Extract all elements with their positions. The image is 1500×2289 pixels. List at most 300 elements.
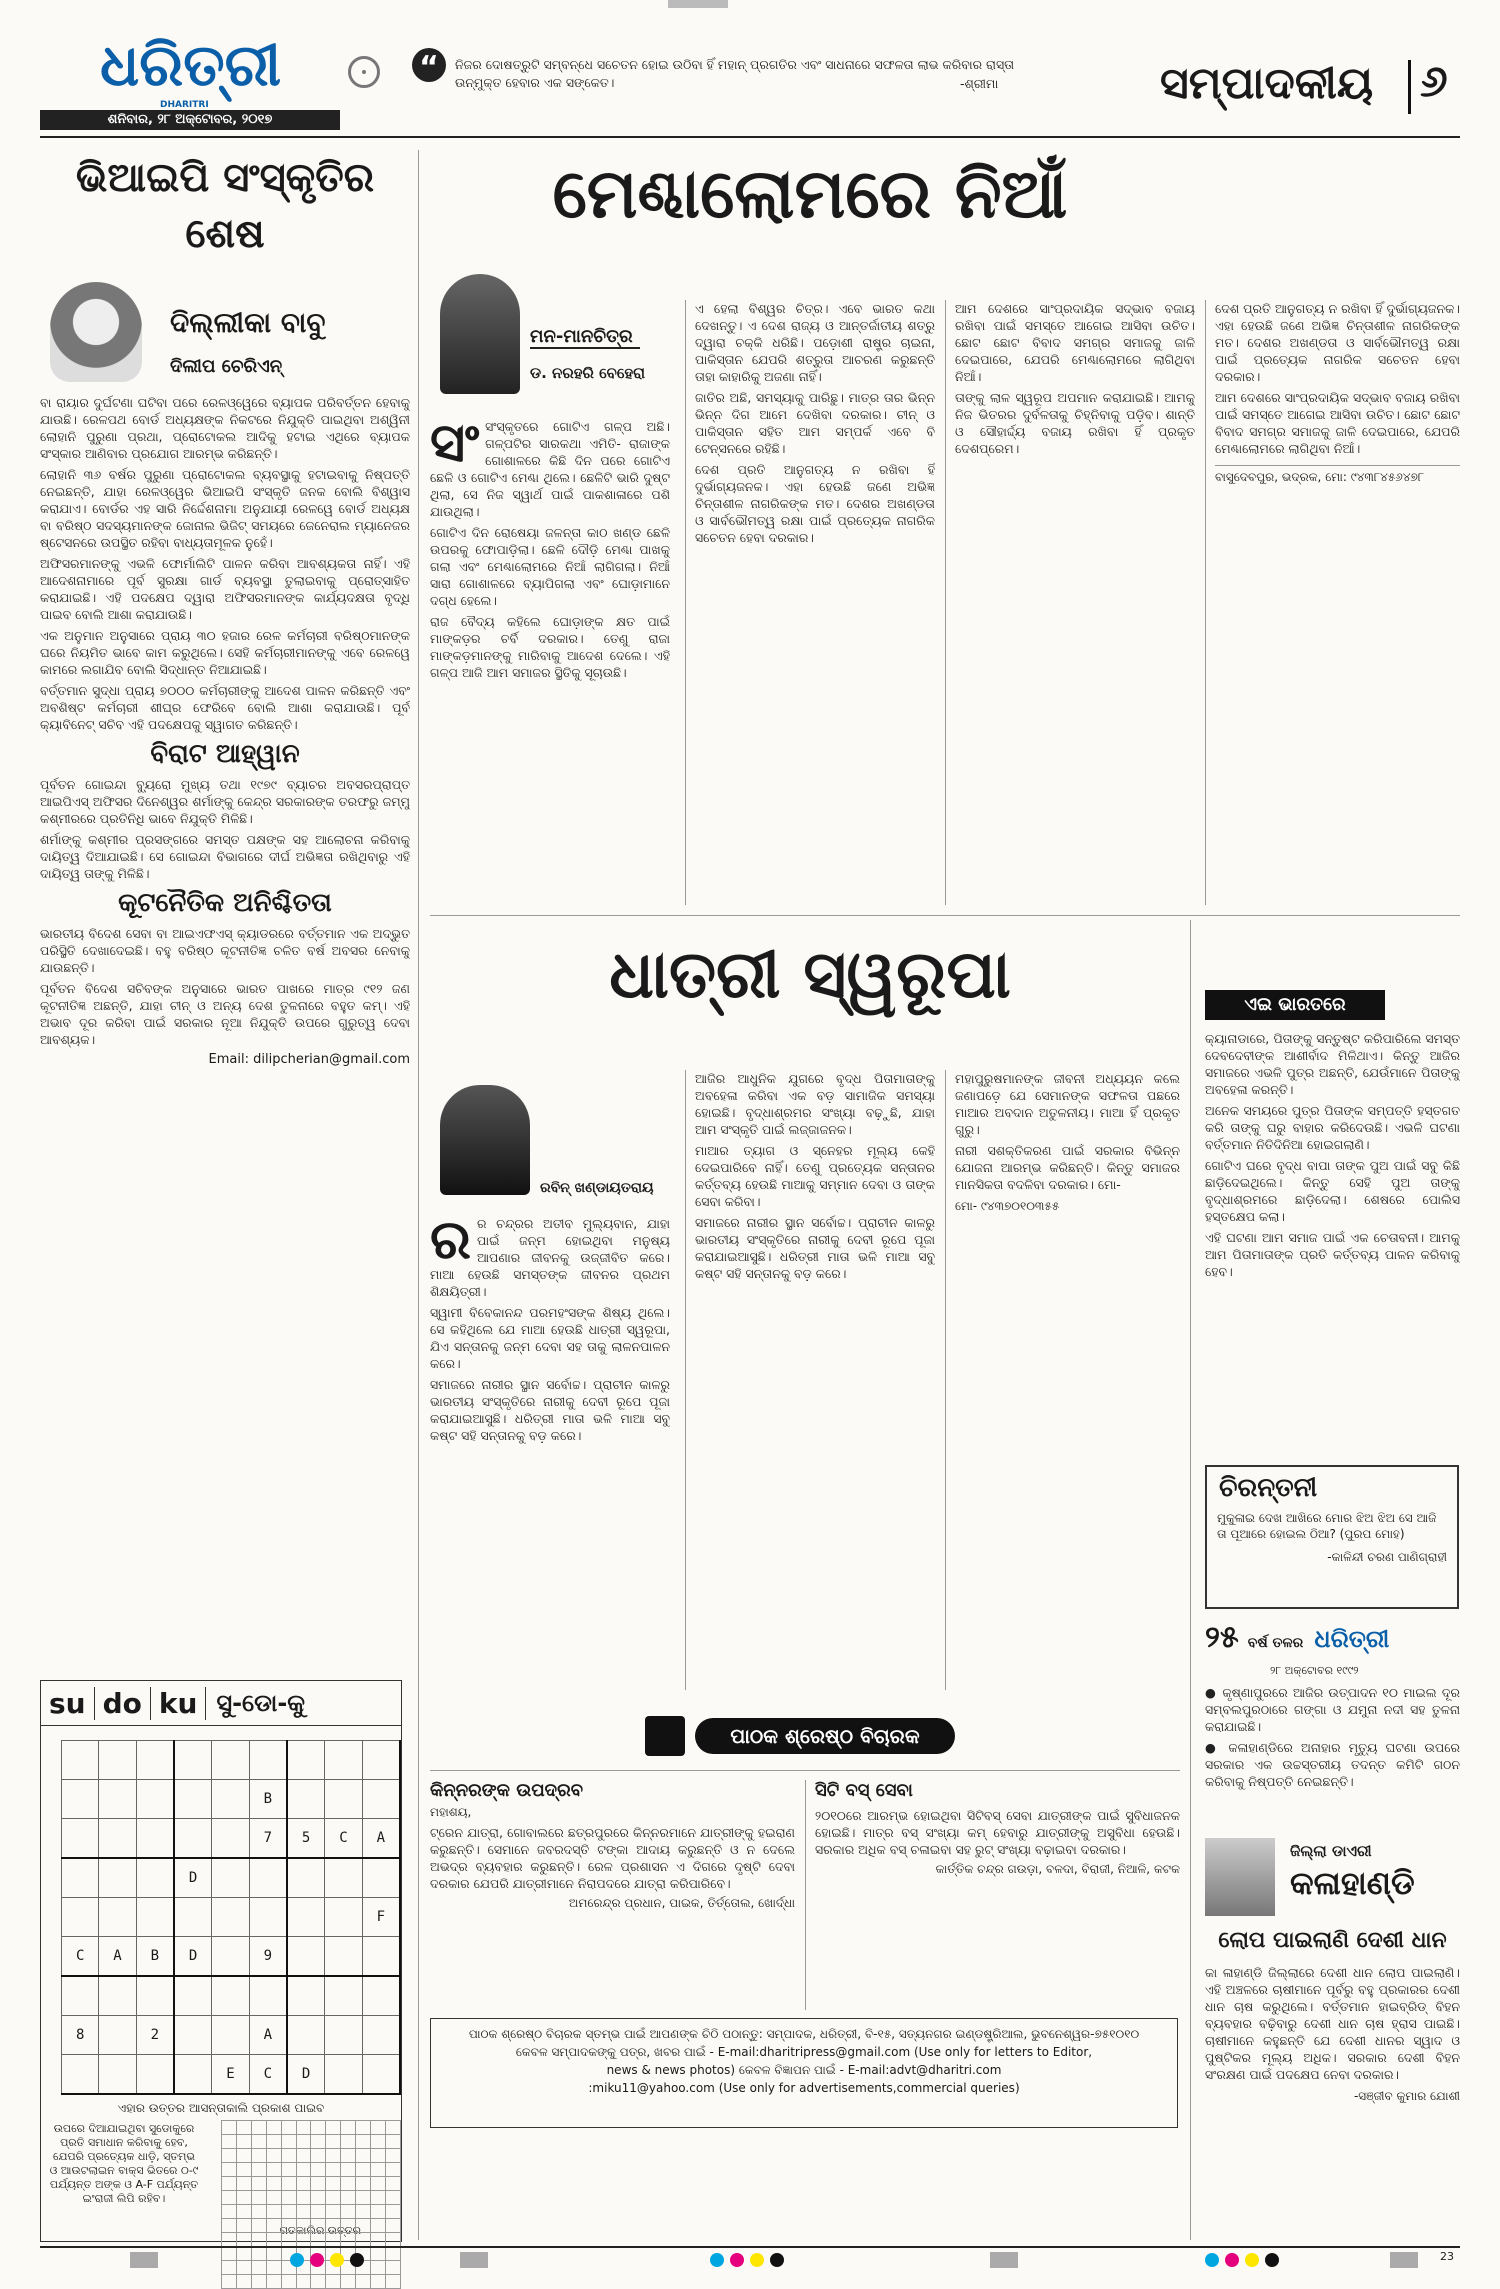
answer-cell (371, 2233, 386, 2247)
sudoku-cell[interactable] (99, 1741, 136, 1780)
answer-cell (251, 2205, 266, 2219)
left-article-body (40, 394, 410, 1067)
sudoku-cell[interactable] (136, 1898, 174, 1937)
answer-cell (326, 2177, 341, 2191)
answer-cell (371, 2163, 386, 2177)
answer-cell (326, 2191, 341, 2205)
answer-cell (371, 2121, 386, 2135)
sudoku-cell[interactable]: C (325, 1819, 362, 1859)
left-article-paragraph: ଲୋହାନି ୩୬ ବର୍ଷର ପୁରୁଣା ପ୍ରୋଟୋକଲ ବ୍ୟବସ୍ଥାକୁ ହଟାଇବାକୁ ନିଷ୍ପତ୍ତି ନେଇଛନ୍ତି, ଯାହା ରେଳଓ୍ୱେର ଭିଆଇପି ସଂସ୍କୃତି ଜନକ ବୋଲି ବିଶ୍ୱାସ କରାଯାଏ। ବୋର୍ଡର ଏହ ସାରି ନିର୍ଦ୍ଦେଶନାମା ଅନୁଯାୟୀ ରେଳୱେ ବୋର୍ଡ ଅଧ୍ୟକ୍ଷ ବା ବରିଷ୍ଠ ସଦସ୍ୟମାନଙ୍କ ଜୋନାଲ ଭିଜିଟ୍ ସମୟରେ ଜେନେରାଲ ମ୍ୟାନେଜର ଷ୍ଟେସନରେ ଉପସ୍ଥିତ ରହିବା ବାଧ୍ୟତାମୂଳକ ନୁହେଁ। (40, 467, 410, 550)
yellow-dot (330, 2253, 344, 2267)
sudoku-cell[interactable] (249, 1976, 287, 2016)
chirantani-author: -କାଳିନ୍ଦୀ ଚରଣ ପାଣିଗ୍ରାହୀ (1327, 1550, 1447, 1564)
answer-cell (251, 2121, 266, 2135)
sudoku-cell[interactable]: B (136, 1937, 174, 1977)
answer-cell (371, 2275, 386, 2289)
sudoku-cell[interactable] (287, 1780, 325, 1819)
sudoku-cell[interactable] (174, 2055, 212, 2095)
masthead (0, 0, 1500, 130)
e-bharatare-paragraph: ଗୋଟିଏ ଘରେ ବୃଦ୍ଧ ବାପା ତାଙ୍କ ପୁଅ ପାଇଁ ସବୁ କିଛି ଛାଡ଼ିଦେଇଥିଲେ। କିନ୍ତୁ ସେହି ପୁଅ ତାଙ୍କୁ ବୃଦ୍ଧାଶ୍ରମରେ ଛାଡ଼ିଦେଲା। ଶେଷରେ ପୋଲିସ ହସ୍ତକ୍ଷେପ କଲା। (1205, 1158, 1460, 1224)
registration-mark (990, 2252, 1018, 2268)
sudoku-cell[interactable] (212, 1780, 249, 1819)
cyan-dot (290, 2253, 304, 2267)
answer-cell (311, 2135, 326, 2149)
answer-cell (341, 2275, 356, 2289)
answer-cell (356, 2233, 371, 2247)
answer-cell (326, 2275, 341, 2289)
letter-2-title: ସିଟି ବସ୍ ସେବା (815, 1780, 913, 1801)
left-article-paragraph: ଅଫିସରମାନଙ୍କୁ ଏଭଳି ଫୋର୍ମାଲିଟି ପାଳନ କରିବା ଆବଶ୍ୟକତା ନାହିଁ। ଏହି ଆଦେଶନାମାରେ ପୂର୍ବ ସୁରକ୍ଷା ଗାର୍ଡ ବ୍ୟବସ୍ଥା ତୁଲାଇବାକୁ ପ୍ରୋତ୍ସାହିତ କରାଯାଇଛି। ଏହି ପଦକ୍ଷେପ ଦ୍ୱାରା ଅଫିସରମାନଙ୍କ କାର୍ଯ୍ୟଦକ୍ଷତା ବୃଦ୍ଧି ପାଇବ ବୋଲି ଆଶା କରାଯାଉଛି। (40, 556, 410, 622)
second-article-author: ରବିନ୍ ଖଣ୍ଡାୟତରାୟ (540, 1180, 654, 1196)
sudoku-cell[interactable] (212, 1937, 249, 1977)
answer-cell (341, 2135, 356, 2149)
yellow-dot (1245, 2253, 1259, 2267)
letters-banner-icon (645, 1716, 685, 1756)
answer-cell (296, 2163, 311, 2177)
left-article-paragraph: ପୂର୍ବତନ ଗୋଇନ୍ଦା ବ୍ୟୁରୋ ମୁଖ୍ୟ ତଥା ୧୯୭୯ ବ୍ୟାଚର ଅବସରପ୍ରାପ୍ତ ଆଇପିଏସ୍ ଅଫିସର ଦିନେଶ୍ୱର ଶର୍ମାଙ୍କୁ କେନ୍ଦ୍ର ସରକାରଙ୍କ ତରଫରୁ ଜମ୍ମୁ କଶ୍ମୀରରେ ପ୍ରତିନିଧି ଭାବେ ନିଯୁକ୍ତି ମିଳିଛି। (40, 777, 410, 826)
answer-cell (266, 2177, 281, 2191)
answer-cell (371, 2205, 386, 2219)
main-article-paragraph: ଦେଶ ପ୍ରତି ଆନୁଗତ୍ୟ ନ ରଖିବା ହିଁ ଦୁର୍ଭାଗ୍ୟଜନକ। ଏହା ହେଉଛି ଜଣେ ଅଭିଜ୍ଞ ଚିନ୍ତାଶୀଳ ନାଗରିକଙ୍କ ମତ। ଦେଶର ଅଖଣ୍ଡତା ଓ ସାର୍ବଭୌମତ୍ୱ ରକ୍ଷା ପାଇଁ ପ୍ରତ୍ୟେକ ନାଗରିକ ସଚେତନ ହେବା ଦରକାର। (695, 462, 935, 545)
sudoku-cell[interactable]: E (212, 2055, 249, 2095)
answer-cell (385, 2135, 400, 2149)
answer-cell (281, 2149, 296, 2163)
answer-cell (311, 2163, 326, 2177)
sudoku-cell[interactable]: 7 (249, 1819, 287, 1859)
sudoku-cell[interactable] (62, 1780, 99, 1819)
letter-1-text: ଟ୍ରେନ ଯାତ୍ରା, ଗୋବାଲରେ ଛତ୍ରପୁରରେ କିନ୍ନରମାନେ ଯାତ୍ରୀଙ୍କୁ ହଇରାଣ କରୁଛନ୍ତି। ସେମାନେ ଜବରଦସ୍ତି ଟଙ୍କା ଆଦାୟ କରୁଛନ୍ତି ଓ ନ ଦେଲେ ଅଭଦ୍ର ବ୍ୟବହାର କରୁଛନ୍ତି। ରେଳ ପ୍ରଶାସନ ଏ ଦିଗରେ ଦୃଷ୍ଟି ଦେବା ଦରକାର ଯେପରି ଯାତ୍ରୀମାନେ ନିରାପଦରେ ଯାତ୍ରା କରିପାରିବେ। (430, 1825, 795, 1891)
letters-banner: ପାଠକ ଶ୍ରେଷ୍ଠ ବିଚାରକ (695, 1718, 955, 1754)
sudoku-cell[interactable]: A (99, 1937, 136, 1977)
section-title: ସମ୍ପାଦକୀୟ (1160, 58, 1374, 109)
answer-cell (222, 2163, 237, 2177)
answer-cell (341, 2219, 356, 2233)
answer-cell (266, 2121, 281, 2135)
main-article-paragraph: ରାଜ ବୈଦ୍ୟ କହିଲେ ଘୋଡ଼ାଙ୍କ କ୍ଷତ ପାଇଁ ମାଙ୍କଡ଼ର ଚର୍ବି ଦରକାର। ତେଣୁ ରାଜା ମାଙ୍କଡ଼ମାନଙ୍କୁ ମାରିବାକୁ ଆଦେଶ ଦେଲେ। ଏହି ଗଳ୍ପ ଆଜି ଆମ ସମାଜର ସ୍ଥିତିକୁ ସୂଚାଉଛି। (430, 614, 670, 680)
main-article-paragraph: ଆମ ଦେଶରେ ସାଂପ୍ରଦାୟିକ ସଦ୍ଭାବ ବଜାୟ ରଖିବା ପାଇଁ ସମସ୍ତେ ଆଗେଇ ଆସିବା ଉଚିତ। ଛୋଟ ଛୋଟ ବିବାଦ ସମଗ୍ର ସମାଜକୁ ଜାଳି ଦେଇପାରେ, ଯେପରି ମେଣ୍ଢାଲୋମରେ ଲାଗିଥିବା ନିଆଁ। (1215, 390, 1460, 456)
answer-cell (281, 2275, 296, 2289)
sudoku-cell[interactable] (249, 1858, 287, 1898)
answer-cell (341, 2205, 356, 2219)
sudoku-cell[interactable]: D (174, 1858, 212, 1898)
answer-cell (251, 2275, 266, 2289)
sudoku-cell[interactable] (62, 1819, 99, 1859)
sudoku-cell[interactable] (362, 2055, 400, 2095)
years-ago-number: ୨୫ (1205, 1620, 1239, 1655)
second-article-paragraph: ସମାଜରେ ନାରୀର ସ୍ଥାନ ସର୍ବୋଚ୍ଚ। ପ୍ରାଚୀନ କାଳରୁ ଭାରତୀୟ ସଂସ୍କୃତିରେ ନାରୀକୁ ଦେବୀ ରୂପେ ପୂଜା କରାଯାଇଆସୁଛି। ଧରିତ୍ରୀ ମାତା ଭଳି ମାଆ ସବୁ କଷ୍ଟ ସହି ସନ୍ତାନକୁ ବଡ଼ କରେ। (695, 1215, 935, 1281)
letter-2-text: ୨୦୧୦ରେ ଆରମ୍ଭ ହୋଇଥିବା ସିଟିବସ୍ ସେବା ଯାତ୍ରୀଙ୍କ ପାଇଁ ସୁବିଧାଜନକ ହୋଇଛି। ମାତ୍ର ବସ୍ ସଂଖ୍ୟା କମ୍ ହେବାରୁ ଯାତ୍ରୀଙ୍କୁ ଅସୁବିଧା ହେଉଛି। ସରକାର ଅଧିକ ବସ୍ ଚଳାଇବା ସହ ରୁଟ୍ ସଂଖ୍ୟା ବଢ଼ାଇବା ଦରକାର। (815, 1808, 1180, 1857)
main-article-address: ବାସୁଦେବପୁର, ଭଦ୍ରକ, ମୋ: ୯୪୩୮୪୫୬୪୭୮ (1215, 465, 1460, 485)
sudoku-title-3: ku (151, 1687, 207, 1720)
left-article-title: ଭିଆଇପି ସଂସ୍କୃତିର ଶେଷ (75, 155, 375, 257)
answer-cell (236, 2205, 251, 2219)
sudoku-instructions: ଉପରେ ଦିଆଯାଇଥିବା ସୁଡୋକୁରେ ପ୍ରତି ସମାଧାନ କରିବାକୁ ହେବ, ଯେପରି ପ୍ରତ୍ୟେକ ଧାଡ଼ି, ସ୍ତମ୍ଭ ଓ ଆଉଟଲାଇନ ବାକ୍ସ ଭିତରେ ୦-୯ ପର୍ଯ୍ୟନ୍ତ ଅଙ୍କ ଓ A-F ପର୍ଯ୍ୟନ୍ତ ଇଂରାଜୀ ଲିପି ରହିବ। (49, 2122, 199, 2205)
second-article-paragraph: ର ଚନ୍ଦ୍ରର ଅତୀବ ମୁଲ୍ୟବାନ, ଯାହା ପାଇଁ ଜନ୍ମ ହୋଇଥିବା ମନୁଷ୍ୟ ଆପଣାର ଜୀବନକୁ ଉଜ୍ଜୀବିତ କରେ। ମାଆ ହେଉଛି ସମସ୍ତଙ୍କ ଜୀବନର ପ୍ରଥମ ଶିକ୍ଷୟିତ୍ରୀ। (430, 1216, 670, 1299)
sudoku-cell[interactable] (249, 1741, 287, 1780)
answer-cell (236, 2121, 251, 2135)
sudoku-cell[interactable] (99, 2055, 136, 2095)
letter-1 (430, 1780, 795, 2010)
letter-1-salutation: ମହାଶୟ, (430, 1805, 472, 1819)
answer-cell (356, 2275, 371, 2289)
answer-cell (356, 2219, 371, 2233)
sudoku-caption: ଏହାର ଉତ୍ତର ଆସନ୍ତାକାଲି ପ୍ରକାଶ ପାଇବ (117, 2101, 325, 2115)
answer-cell (266, 2135, 281, 2149)
main-article-paragraph: ଏ ହେଲା ବିଶ୍ୱର ଚିତ୍ର। ଏବେ ଭାରତ କଥା ଦେଖନ୍ତୁ। ଏ ଦେଶ ରାଜ୍ୟ ଓ ଆନ୍ତର୍ଜାତୀୟ ଶତ୍ରୁ ଦ୍ୱାରା ଚକ୍କି ଧରିଛି। ପଡ଼ୋଶୀ ରାଷ୍ଟ୍ର ଚାଇନା, ପାକିସ୍ତାନ ଯେପରି ଶତ୍ରୁତା ଆଚରଣ କରୁଛନ୍ତି ତାହା କାହାରିକୁ ଅଜଣା ନାହିଁ। (695, 301, 935, 384)
sudoku-cell[interactable] (212, 1976, 249, 2016)
sudoku-cell[interactable] (174, 1976, 212, 2016)
answer-cell (371, 2177, 386, 2191)
answer-cell (296, 2149, 311, 2163)
black-dot (770, 2253, 784, 2267)
answer-cell (311, 2275, 326, 2289)
chirantani-text: ମୁକୁଳାଇ ଦେଖ ଆଖିରେ ମୋର ଝିଅ ଝିଅ ସେ ଆଜି ତା ପୂଆରେ ହୋଇଲ ଠିଆ? (ପୁରପ ମୋହ) (1217, 1511, 1437, 1541)
main-article-col-4 (1215, 300, 1460, 900)
answer-cell (356, 2177, 371, 2191)
answer-cell (251, 2191, 266, 2205)
answer-cell (311, 2191, 326, 2205)
registration-mark (1390, 2252, 1418, 2268)
sudoku-cell[interactable] (362, 1937, 400, 1977)
answer-cell (356, 2163, 371, 2177)
answer-cell (222, 2219, 237, 2233)
sudoku-cell[interactable] (287, 1898, 325, 1937)
answer-cell (222, 2121, 237, 2135)
masthead-logo[interactable]: ଧରିତ୍ରୀ (100, 31, 282, 99)
sudoku-cell[interactable] (99, 1898, 136, 1937)
letter-1-author: ଅମରେନ୍ଦ୍ର ପ୍ରଧାନ, ପାଇକ, ତିର୍ତ୍ତୋଲ, ଖୋର୍ଦ୍ଧା (568, 1896, 795, 1910)
answer-cell (281, 2233, 296, 2247)
sudoku-cell[interactable] (287, 1976, 325, 2016)
sudoku-cell[interactable] (99, 1976, 136, 2016)
main-article-paragraph: ଗୋଟିଏ ଦିନ ରୋଷେୟା ଜଳନ୍ତା କାଠ ଖଣ୍ଡ ଛେଳି ଉପରକୁ ଫୋପାଡ଼ିଲା। ଛେଳି ଦୌଡ଼ି ମେଣ୍ଢା ପାଖକୁ ଗଲା ଏବଂ ମେଣ୍ଢାଲୋମରେ ନିଆଁ ଲାଗିଗଲା। ନିଆଁ ସାରା ଗୋଶାଳରେ ବ୍ୟାପିଗଲା ଏବଂ ଘୋଡ଼ାମାନେ ଦଗ୍ଧ ହେଲେ। (430, 525, 670, 608)
answer-cell (341, 2191, 356, 2205)
second-article-paragraph: ମାଆର ତ୍ୟାଗ ଓ ସ୍ନେହର ମୂଲ୍ୟ କେହି ଦେଇପାରିବେ ନାହିଁ। ତେଣୁ ପ୍ରତ୍ୟେକ ସନ୍ତାନର କର୍ତ୍ତବ୍ୟ ହେଉଛି ମାଆକୁ ସମ୍ମାନ ଦେବା ଓ ତାଙ୍କ ସେବା କରିବା। (695, 1143, 935, 1209)
answer-cell (341, 2177, 356, 2191)
sudoku-cell[interactable] (249, 1898, 287, 1937)
left-article-paragraph: ଭାରତୀୟ ବିଦେଶ ସେବା ବା ଆଇଏଫଏସ୍ କ୍ୟାଡରରେ ବର୍ତ୍ତମାନ ଏକ ଅଦ୍ଭୁତ ପରିସ୍ଥିତି ଦେଖାଦେଇଛି। ବହୁ ବରିଷ୍ଠ କୂଟନୀତିଜ୍ଞ ଚଳିତ ବର୍ଷ ଅବସର ନେବାକୁ ଯାଉଛନ୍ତି। (40, 926, 410, 975)
second-article-paragraph: ସମାଜରେ ନାରୀର ସ୍ଥାନ ସର୍ବୋଚ୍ଚ। ପ୍ରାଚୀନ କାଳରୁ ଭାରତୀୟ ସଂସ୍କୃତିରେ ନାରୀକୁ ଦେବୀ ରୂପେ ପୂଜା କରାଯାଇଆସୁଛି। ଧରିତ୍ରୀ ମାତା ଭଳି ମାଆ ସବୁ କଷ୍ଟ ସହି ସନ୍ତାନକୁ ବଡ଼ କରେ। (430, 1377, 670, 1443)
main-article-paragraph: ସଂସ୍କୃତରେ ଗୋଟିଏ ଗଳ୍ପ ଅଛି। ଗଳ୍ପଟିର ସାରକଥା ଏମିତି- ରାଜାଙ୍କ ଗୋଶାଳରେ କିଛି ଦିନ ପରେ ଗୋଟିଏ ଛେଳି ଓ ଗୋଟିଏ ମେଣ୍ଢା ଥିଲେ। ଛେଳିଟି ଭାରି ଦୁଷ୍ଟ ଥିଲା, ସେ ନିଜ ସ୍ୱାର୍ଥ ପାଇଁ ପାକଶାଳାରେ ପଶି ଯାଉଥିଲା। (430, 419, 670, 519)
answer-cell (236, 2219, 251, 2233)
answer-cell (281, 2135, 296, 2149)
answer-cell (266, 2149, 281, 2163)
answer-cell (341, 2149, 356, 2163)
answer-cell (266, 2163, 281, 2177)
sudoku-cell[interactable] (99, 1858, 136, 1898)
main-article-paragraph: ତାଙ୍କୁ ଲାଳ ସ୍ୱରୂପ ଅପମାନ କରାଯାଇଛି। ଆମକୁ ନିଜ ଭିତରର ଦୁର୍ବଳତାକୁ ଚିହ୍ନିବାକୁ ପଡ଼ିବ। ଶାନ୍ତି ଓ ସୌହାର୍ଦ୍ଦ୍ୟ ବଜାୟ ରଖିବା ହିଁ ପ୍ରକୃତ ଦେଶପ୍ରେମ। (955, 390, 1195, 456)
sudoku-cell[interactable]: D (287, 2055, 325, 2095)
answer-cell (251, 2177, 266, 2191)
page-footer (0, 2250, 1500, 2271)
sudoku-cell[interactable] (362, 1858, 400, 1898)
left-article-email[interactable]: Email: dilipcherian@gmail.com (208, 1052, 410, 1067)
black-dot (1265, 2253, 1279, 2267)
answer-cell (236, 2233, 251, 2247)
answer-cell (281, 2121, 296, 2135)
sudoku-cell[interactable] (325, 1976, 362, 2016)
sudoku-cell[interactable] (62, 2055, 99, 2095)
magenta-dot (730, 2253, 744, 2267)
sudoku-cell[interactable] (99, 1780, 136, 1819)
cartoon-avatar (50, 282, 142, 382)
sudoku-cell[interactable] (136, 1819, 174, 1859)
main-article-paragraph: ଦେଶ ପ୍ରତି ଆନୁଗତ୍ୟ ନ ରଖିବା ହିଁ ଦୁର୍ଭାଗ୍ୟଜନକ। ଏହା ହେଉଛି ଜଣେ ଅଭିଜ୍ଞ ଚିନ୍ତାଶୀଳ ନାଗରିକଙ୍କ ମତ। ଦେଶର ଅଖଣ୍ଡତା ଓ ସାର୍ବଭୌମତ୍ୱ ରକ୍ଷା ପାଇଁ ପ୍ରତ୍ୟେକ ନାଗରିକ ସଚେତନ ହେବା ଦରକାର। (1215, 301, 1460, 384)
answer-cell (281, 2219, 296, 2233)
sudoku-title-1: su (41, 1687, 95, 1720)
zilla-diary-label: ଜିଲ୍ଲା ଡାଏରୀ (1290, 1842, 1372, 1860)
sudoku-cell[interactable] (136, 1780, 174, 1819)
sudoku-cell[interactable]: 2 (136, 2016, 174, 2055)
answer-cell (236, 2149, 251, 2163)
sudoku-cell[interactable] (62, 1898, 99, 1937)
second-article-paragraph: ଆଜିର ଆଧୁନିକ ଯୁଗରେ ବୃଦ୍ଧ ପିତାମାତାଙ୍କୁ ଅବହେଳା କରିବା ଏକ ବଡ଼ ସାମାଜିକ ସମସ୍ୟା ହୋଇଛି। ବୃଦ୍ଧାଶ୍ରମର ସଂଖ୍ୟା ବଢ଼ୁଛି, ଯାହା ଆମ ସଂସ୍କୃତି ପାଇଁ ଲଜ୍ଜାଜନକ। (695, 1071, 935, 1137)
sudoku-cell[interactable]: A (362, 1819, 400, 1859)
sudoku-cell[interactable]: 8 (62, 2016, 99, 2055)
main-article-author: ଡ. ନରହରି ବେହେରା (530, 364, 646, 382)
letters-footer-line[interactable]: କେବଳ ସମ୍ପାଦକଙ୍କୁ ପତ୍ର, ଖବର ପାଇଁ - E-mail:dharitripress@gmail.com (Use only for letters to Editor, (515, 2045, 1093, 2059)
answer-cell (385, 2163, 400, 2177)
sudoku-cell[interactable] (325, 2016, 362, 2055)
second-article-paragraph: ସ୍ୱାମୀ ବିବେକାନନ୍ଦ ପରମହଂସଙ୍କ ଶିଷ୍ୟ ଥିଲେ। ସେ କହିଥିଲେ ଯେ ମାଆ ହେଉଛି ଧାତ୍ରୀ ସ୍ୱରୂପା, ଯିଏ ସନ୍ତାନକୁ ଜନ୍ମ ଦେବା ସହ ତାକୁ ଲାଳନପାଳନ କରେ। (430, 1305, 670, 1371)
e-bharatare-paragraph: ଅନେକ ସମୟରେ ପୁତ୍ର ପିତାଙ୍କ ସମ୍ପତ୍ତି ହସ୍ତଗତ କରି ତାଙ୍କୁ ଘରୁ ବାହାର କରିଦେଉଛି। ଏଭଳି ଘଟଣା ବର୍ତ୍ତମାନ ନିତିଦିନିଆ ହୋଇଗଲାଣି। (1205, 1103, 1460, 1152)
sudoku-cell[interactable] (136, 1741, 174, 1780)
sudoku-cell[interactable] (212, 1858, 249, 1898)
answer-cell (356, 2121, 371, 2135)
answer-cell (296, 2233, 311, 2247)
letters-footer (430, 2018, 1178, 2128)
chirantani-title: ଚିରନ୍ତନୀ (1219, 1473, 1318, 1503)
answer-cell (326, 2149, 341, 2163)
registration-mark (460, 2252, 488, 2268)
letter-2-author: କାର୍ତ୍ତିକ ଚନ୍ଦ୍ର ଗଉଡ଼ା, ବଳଦା, ବିରାଜୀ, ନିଆଳି, କଟକ (935, 1862, 1180, 1876)
quote-mark-icon: “ (412, 48, 446, 82)
sudoku-cell[interactable]: 9 (249, 1937, 287, 1977)
letter-1-title: କିନ୍ନରଙ୍କ ଉପଦ୍ରବ (430, 1780, 583, 1801)
zilla-diary-image (1205, 1838, 1275, 1916)
cartoon-caption: ଦିଲ୍ଲୀକା ବାବୁ (170, 306, 326, 339)
sudoku-cell[interactable] (212, 1819, 249, 1859)
answer-cell (236, 2163, 251, 2177)
answer-cell (385, 2205, 400, 2219)
answer-cell (236, 2191, 251, 2205)
sudoku-cell[interactable] (212, 2016, 249, 2055)
answer-cell (296, 2121, 311, 2135)
second-article-paragraph: ମହାପୁରୁଷମାନଙ୍କ ଜୀବନୀ ଅଧ୍ୟୟନ କଲେ ଜଣାପଡ଼େ ଯେ ସେମାନଙ୍କ ସଫଳତା ପଛରେ ମାଆର ଅବଦାନ ଅତୁଳନୀୟ। ମାଆ ହିଁ ପ୍ରକୃତ ଗୁରୁ। (955, 1071, 1180, 1137)
years-ago-label: ବର୍ଷ ତଳର (1247, 1635, 1304, 1651)
answer-cell (266, 2191, 281, 2205)
main-article-col-2 (695, 300, 935, 910)
left-article-paragraph: ବର୍ତ୍ତମାନ ସୁଦ୍ଧା ପ୍ରାୟ ୭୦୦୦ କର୍ମଚାରୀଙ୍କୁ ଆଦେଶ ପାଳନ କରିଛନ୍ତି ଏବଂ ଅବଶିଷ୍ଟ କର୍ମଚାରୀ ଶୀଘ୍ର ଫେରିବେ ବୋଲି ଆଶା କରାଯାଉଛି। ପୂର୍ବ କ୍ୟାବିନେଟ୍ ସଚିବ ଏହି ପଦକ୍ଷେପକୁ ସ୍ୱାଗତ କରିଛନ୍ତି। (40, 683, 410, 732)
answer-cell (296, 2191, 311, 2205)
letters-footer-line[interactable]: :miku11@yahoo.com (Use only for advertisements,commercial queries) (588, 2081, 1020, 2095)
sudoku-cell[interactable] (362, 1741, 400, 1780)
answer-cell (266, 2233, 281, 2247)
answer-cell (356, 2149, 371, 2163)
years-ago-date: ୨୮ ଅକ୍ଟୋବର ୧୯୯୨ (1270, 1664, 1359, 1677)
answer-cell (385, 2121, 400, 2135)
zilla-diary-district: କଳାହାଣ୍ଡି (1290, 1864, 1415, 1902)
sudoku-cell[interactable] (174, 1741, 212, 1780)
main-article-col-1 (430, 418, 670, 908)
answer-cell (356, 2135, 371, 2149)
left-article (40, 150, 410, 1650)
answer-cell (311, 2121, 326, 2135)
years-ago-item: ● କୃଷ୍ଣାପୁରରେ ଆଜିର ଉତ୍ପାଦନ ୧୦ ମାଇଲ ଦୂର ସମ୍ବଲପୁରଠାରେ ଗଙ୍ଗା ଓ ଯମୁନା ନଦୀ ସହ ତୁଳନା କରାଯାଇଛି। (1205, 1685, 1460, 1734)
left-subhead-2: କୂଟନୈତିକ ଅନିଶ୍ଚିତତା (118, 888, 332, 918)
sudoku-cell[interactable] (136, 2055, 174, 2095)
answer-cell (222, 2135, 237, 2149)
years-ago-banner (1205, 1620, 1460, 1660)
sudoku-cell[interactable] (325, 1741, 362, 1780)
sudoku-cell[interactable] (174, 1780, 212, 1819)
registration-mark (130, 2252, 158, 2268)
answer-cell (371, 2219, 386, 2233)
answer-cell (311, 2205, 326, 2219)
letter-2 (815, 1780, 1180, 2010)
magenta-dot (1225, 2253, 1239, 2267)
sudoku-cell[interactable] (362, 1976, 400, 2016)
sudoku-cell[interactable] (136, 1858, 174, 1898)
answer-cell (236, 2275, 251, 2289)
answer-cell (296, 2219, 311, 2233)
answer-cell (296, 2177, 311, 2191)
sudoku-cell[interactable] (287, 1937, 325, 1977)
masthead-quote: ନିଜର ଦୋଷତ୍ରୁଟି ସମ୍ବନ୍ଧେ ସଚେତନ ହୋଇ ଉଠିବା ହିଁ ମହାନ୍ ପ୍ରଗତିର ଏବଂ ସାଧନାରେ ସଫଳତା ଲାଭ କରିବାର ରାସ୍ତା ଉନ୍ମୁକ୍ତ ହେବାର ଏକ ସଙ୍କେତ। (455, 57, 1015, 90)
sudoku-cell[interactable] (174, 1819, 212, 1859)
sudoku-cell[interactable] (362, 2016, 400, 2055)
answer-cell (326, 2205, 341, 2219)
drop-cap: ର (430, 1215, 471, 1271)
sudoku-cell[interactable] (325, 1780, 362, 1819)
years-ago-paper: ଧରିତ୍ରୀ (1314, 1625, 1390, 1653)
sudoku-cell[interactable]: A (249, 2016, 287, 2055)
sudoku-cell[interactable] (325, 1898, 362, 1937)
masthead-date: ଶନିବାର, ୨୮ ଅକ୍ଟୋବର, ୨୦୧୭ (40, 110, 340, 130)
answer-cell (341, 2163, 356, 2177)
answer-cell (356, 2191, 371, 2205)
second-article-paragraph: ନାରୀ ସଶକ୍ତିକରଣ ପାଇଁ ସରକାର ବିଭିନ୍ନ ଯୋଜନା ଆରମ୍ଭ କରିଛନ୍ତି। କିନ୍ତୁ ସମାଜର ମାନସିକତା ବଦଳିବା ଦରକାର। ମୋ- (955, 1143, 1180, 1192)
sudoku-cell[interactable] (212, 1741, 249, 1780)
answer-cell (236, 2135, 251, 2149)
second-article-title: ଧାତ୍ରୀ ସ୍ୱରୂପା (609, 936, 1011, 1013)
zilla-diary-headline: ଲୋପ ପାଇଲାଣି ଦେଶୀ ଧାନ (1218, 1928, 1447, 1953)
sudoku-cell[interactable] (287, 1741, 325, 1780)
magenta-dot (310, 2253, 324, 2267)
sudoku-grid (61, 1740, 401, 2095)
sudoku-cell[interactable] (174, 1898, 212, 1937)
answer-cell (222, 2177, 237, 2191)
answer-cell (222, 2149, 237, 2163)
answer-cell (356, 2205, 371, 2219)
e-bharatare-body (1205, 1030, 1460, 1450)
sudoku-title-odia: ସୁ-ଡୋ-କୁ (216, 1689, 306, 1717)
footer-page-number: 23 (1440, 2250, 1454, 2263)
sudoku-cell[interactable]: C (62, 1937, 99, 1977)
answer-cell (281, 2205, 296, 2219)
sudoku-title-2: do (95, 1687, 151, 1720)
main-article-paragraph: ଜାତିର ଅଛି, ସମସ୍ୟାକୁ ପାରିଛୁ। ମାତ୍ର ତାର ଭିନ୍ନ ଭିନ୍ନ ଦିଗ ଆମେ ଦେଖିବା ଦରକାର। ଚୀନ୍ ଓ ପାକିସ୍ତାନ ସହିତ ଆମ ସମ୍ପର୍କ ଏବେ ବି ଟେନ୍‌ସନରେ ରହିଛି। (695, 390, 935, 456)
sudoku-cell[interactable] (325, 1858, 362, 1898)
years-ago-item: ● କଳାହାଣ୍ଡିରେ ଅନାହାର ମୃତ୍ୟୁ ଘଟଣା ଉପରେ ସରକାର ଏକ ଉଚ୍ଚସ୍ତରୀୟ ତଦନ୍ତ କମିଟି ଗଠନ କରିବାକୁ ନିଷ୍ପତ୍ତି ନେଇଛନ୍ତି। (1205, 1740, 1460, 1789)
answer-cell (371, 2191, 386, 2205)
yellow-dot (750, 2253, 764, 2267)
sudoku-cell[interactable] (62, 1858, 99, 1898)
answer-cell (266, 2219, 281, 2233)
sudoku-cell[interactable] (212, 1898, 249, 1937)
sudoku-cell[interactable] (174, 2016, 212, 2055)
sudoku-cell[interactable] (99, 1819, 136, 1859)
zilla-diary-text: କା ଳାହାଣ୍ଡି ଜିଲ୍ଲାରେ ଦେଶୀ ଧାନ ଲୋପ ପାଇଲାଣି। ଏହି ଅଞ୍ଚଳରେ ଚାଷୀମାନେ ପୂର୍ବରୁ ବହୁ ପ୍ରକାରର ଦେଶୀ ଧାନ ଚାଷ କରୁଥିଲେ। ବର୍ତ୍ତମାନ ହାଇବ୍ରିଡ୍ ବିହନ ବ୍ୟବହାର ବଢ଼ିବାରୁ ଦେଶୀ ଧାନ ଚାଷ ହ୍ରାସ ପାଇଛି। ଚାଷୀମାନେ କହୁଛନ୍ତି ଯେ ଦେଶୀ ଧାନର ସ୍ୱାଦ ଓ ପୁଷ୍ଟିକର ମୂଲ୍ୟ ଅଧିକ। ସରକାର ଦେଶୀ ବିହନ ସଂରକ୍ଷଣ ପାଇଁ ପଦକ୍ଷେପ ନେବା ଦରକାର। (1205, 1965, 1460, 2082)
cyan-dot (1205, 2253, 1219, 2267)
answer-cell (326, 2135, 341, 2149)
sudoku-cell[interactable] (325, 1937, 362, 1977)
answer-cell (281, 2191, 296, 2205)
letters-footer-line[interactable]: news & news photos) କେବଳ ବିଜ୍ଞାପନ ପାଇଁ - E-mail:advt@dharitri.com (606, 2063, 1002, 2077)
sudoku-cell[interactable]: D (174, 1937, 212, 1977)
answer-cell (371, 2135, 386, 2149)
sudoku-cell[interactable] (325, 2055, 362, 2095)
answer-cell (326, 2233, 341, 2247)
sudoku-box (40, 1680, 402, 2242)
drop-cap: ସଂ (430, 418, 480, 474)
zilla-diary-author: -ସଞ୍ଜୀବ କୁମାର ଯୋଶୀ (1353, 2089, 1460, 2103)
sudoku-cell[interactable]: 5 (287, 1819, 325, 1859)
sudoku-cell[interactable] (287, 1858, 325, 1898)
main-article-title: ମେଣ୍ଢାଲୋମରେ ନିଆଁ (552, 155, 1068, 234)
years-ago-body (1205, 1684, 1460, 1824)
column-name: ମନ-ମାନଚିତ୍ର (530, 326, 640, 349)
answer-cell (326, 2219, 341, 2233)
left-article-author: ଦିଲୀପ ଚେରିଏନ୍ (170, 356, 283, 377)
answer-cell (385, 2219, 400, 2233)
sudoku-cell[interactable]: C (249, 2055, 287, 2095)
sudoku-cell[interactable] (362, 1780, 400, 1819)
answer-cell (385, 2275, 400, 2289)
answer-cell (266, 2205, 281, 2219)
masthead-logo-sub: DHARITRI (160, 100, 209, 110)
sudoku-cell[interactable] (62, 1976, 99, 2016)
answer-cell (296, 2135, 311, 2149)
answer-cell (385, 2149, 400, 2163)
answer-cell (251, 2219, 266, 2233)
left-article-paragraph: ବା ରାୟାର ଦୁର୍ଘଟଣା ଘଟିବା ପରେ ରେଳଓ୍ୱେରେ ବ୍ୟାପକ ପରିବର୍ତ୍ତନ ହେବାକୁ ଯାଉଛି। ରେଳପଥ ବୋର୍ଡ ଅଧ୍ୟକ୍ଷଙ୍କ ନିକଟରେ ନିଯୁକ୍ତି ପାଇଥିବା ଅଶ୍ୱିନୀ ଲୋହାନି ପୁରୁଣା ପ୍ରଥା, ପ୍ରୋଟୋକଲ ଆଦିକୁ ହଟାଇ ଏଥିରେ ବ୍ୟାପକ ସଂସ୍କାର ଆଣିବାର ପ୍ରଯୋଗ ଆରମ୍ଭ କରିଛନ୍ତି। (40, 395, 410, 461)
left-article-paragraph: ପୂର୍ବତନ ବିଦେଶ ସଚିବଙ୍କ ଅନୁସାରେ ଭାରତ ପାଖରେ ମାତ୍ର ୯୧୨ ଜଣ କୂଟନୀତିଜ୍ଞ ଅଛନ୍ତି, ଯାହା ଚୀନ୍ ଓ ଅନ୍ୟ ଦେଶ ତୁଳନାରେ ବହୁତ କମ୍। ଏହି ଅଭାବ ଦୂର କରିବା ପାଇଁ ସରକାର ନୂଆ ନିଯୁକ୍ତି ଉପରେ ଗୁରୁତ୍ୱ ଦେବା ଆବଶ୍ୟକ। (40, 981, 410, 1047)
sudoku-cell[interactable] (287, 2016, 325, 2055)
answer-cell (281, 2163, 296, 2177)
answer-cell (296, 2275, 311, 2289)
sudoku-answer-caption: ଗତକାଲିର ଉତ୍ତର (279, 2224, 361, 2237)
answer-cell (266, 2275, 281, 2289)
main-article-col-3 (955, 300, 1195, 910)
sudoku-cell[interactable] (136, 1976, 174, 2016)
answer-cell (341, 2233, 356, 2247)
answer-cell (222, 2191, 237, 2205)
sudoku-cell[interactable]: B (249, 1780, 287, 1819)
zilla-diary-body (1205, 1964, 1460, 2234)
cyan-dot (710, 2253, 724, 2267)
author-photo (440, 274, 520, 394)
chirantani-box (1205, 1465, 1459, 1609)
sudoku-cell[interactable] (99, 2016, 136, 2055)
answer-cell (296, 2205, 311, 2219)
e-bharatare-title: ଏଇ ଭାରତରେ (1205, 990, 1385, 1020)
second-article-col-3 (955, 1070, 1180, 1690)
sudoku-cell[interactable]: F (362, 1898, 400, 1937)
top-center-bar (668, 0, 728, 8)
sudoku-cell[interactable] (62, 1741, 99, 1780)
answer-cell (311, 2177, 326, 2191)
